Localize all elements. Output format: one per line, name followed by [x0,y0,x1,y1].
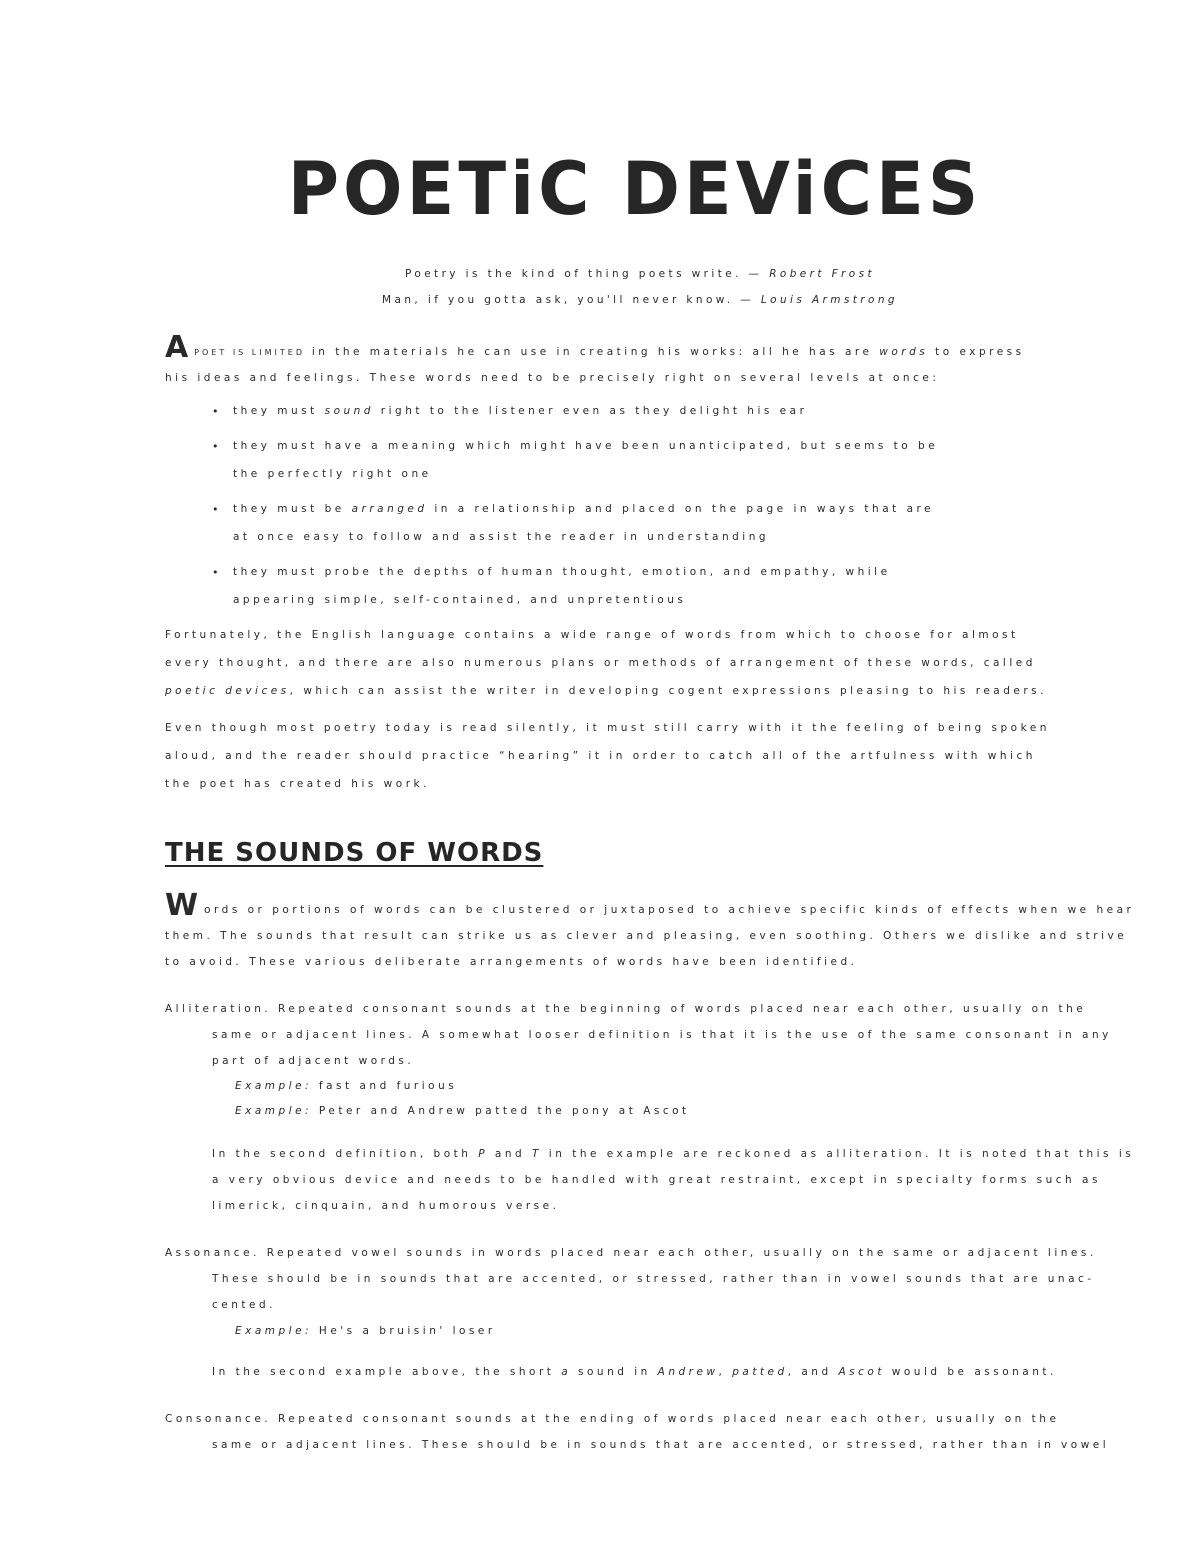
section-intro-line: Words or portions of words can be clustered or juxtaposed to achieve specific kinds of effects when we hear [165,888,1135,923]
note-line: limerick, cinquain, and humorous verse. [212,1200,560,1212]
intro-line-1: APOET IS LIMITED in the materials he can use in creating his works: all he has are words to express [165,330,1025,365]
paragraph-line: Fortunately, the English language contains a wide range of words from which to choose for almost [165,629,1019,641]
bullet-item-continued: at once easy to follow and assist the reader in understanding [233,531,770,543]
quote-author: Louis Armstrong [760,294,898,306]
definition-line: These should be in sounds that are accented, or stressed, rather than in vowel sounds that are unac- [212,1273,1095,1285]
definition-term: Assonance. [165,1247,260,1259]
bullet-item: they must sound right to the listener even as they delight his ear [233,405,808,417]
bullet-item-continued: appearing simple, self-contained, and unpretentious [233,594,687,606]
note-line: a very obvious device and needs to be handled with great restraint, except in specialty forms such as [212,1174,1101,1186]
bullet-item-continued: the perfectly right one [233,468,432,480]
bullet-marker: • [212,503,219,516]
paragraph-line: poetic devices, which can assist the writer in developing cogent expressions pleasing to his readers. [165,685,1047,697]
example-line: Example: He's a bruisin' loser [235,1325,496,1337]
quote-author: Robert Frost [769,268,875,280]
epigraph-quote-2: Man, if you gotta ask, you'll never know. — Louis Armstrong [382,294,898,306]
bullet-item: they must have a meaning which might have been unanticipated, but seems to be [233,440,939,452]
paragraph-line: aloud, and the reader should practice “hearing” it in order to catch all of the artfulness with which [165,750,1036,762]
section-intro-line: them. The sounds that result can strike us as clever and pleasing, even soothing. Others we dislike and strive [165,930,1128,942]
definition-term: Alliteration. [165,1003,272,1015]
drop-cap: A [165,330,189,365]
example-label: Example: [235,1080,313,1092]
definition-line: part of adjacent words. [212,1055,415,1067]
example-line: Example: Peter and Andrew patted the pony at Ascot [235,1105,690,1117]
note-line: In the second example above, the short a sound in Andrew, patted, and Ascot would be assonant. [212,1366,1057,1378]
epigraph-quote-1: Poetry is the kind of thing poets write. — Robert Frost [405,268,875,280]
example-label: Example: [235,1325,313,1337]
definition-alliteration: Alliteration. Repeated consonant sounds at the beginning of words placed near each other, usually on the [165,1003,1087,1015]
paragraph-line: the poet has created his work. [165,778,430,790]
definition-consonance: Consonance. Repeated consonant sounds at the ending of words placed near each other, usually on the [165,1413,1060,1425]
note-line: In the second definition, both P and T in the example are reckoned as alliteration. It is noted that this is [212,1148,1135,1160]
definition-line: cented. [212,1299,276,1311]
bullet-marker: • [212,405,219,418]
paragraph-line: Even though most poetry today is read silently, it must still carry with it the feeling of being spoken [165,722,1050,734]
example-line: Example: fast and furious [235,1080,458,1092]
definition-line: same or adjacent lines. A somewhat looser definition is that it is the use of the same consonant in any [212,1029,1112,1041]
section-intro-line: to avoid. These various deliberate arrangements of words have been identified. [165,956,858,968]
bullet-marker: • [212,440,219,453]
example-label: Example: [235,1105,313,1117]
definition-line: same or adjacent lines. These should be in sounds that are accented, or stressed, rather than in vowel [212,1439,1110,1451]
bullet-marker: • [212,566,219,579]
definition-term: Consonance. [165,1413,272,1425]
definition-assonance: Assonance. Repeated vowel sounds in words placed near each other, usually on the same or adjacent lines. [165,1247,1097,1259]
section-heading: THE SOUNDS OF WORDS [165,838,544,868]
bullet-item: they must be arranged in a relationship and placed on the page in ways that are [233,503,935,515]
intro-line-2: his ideas and feelings. These words need to be precisely right on several levels at once: [165,372,940,384]
drop-cap: W [165,888,199,923]
page-title: POETiC DEViCES [287,145,983,233]
bullet-item: they must probe the depths of human thought, emotion, and empathy, while [233,566,891,578]
paragraph-line: every thought, and there are also numerous plans or methods of arrangement of these words, called [165,657,1036,669]
